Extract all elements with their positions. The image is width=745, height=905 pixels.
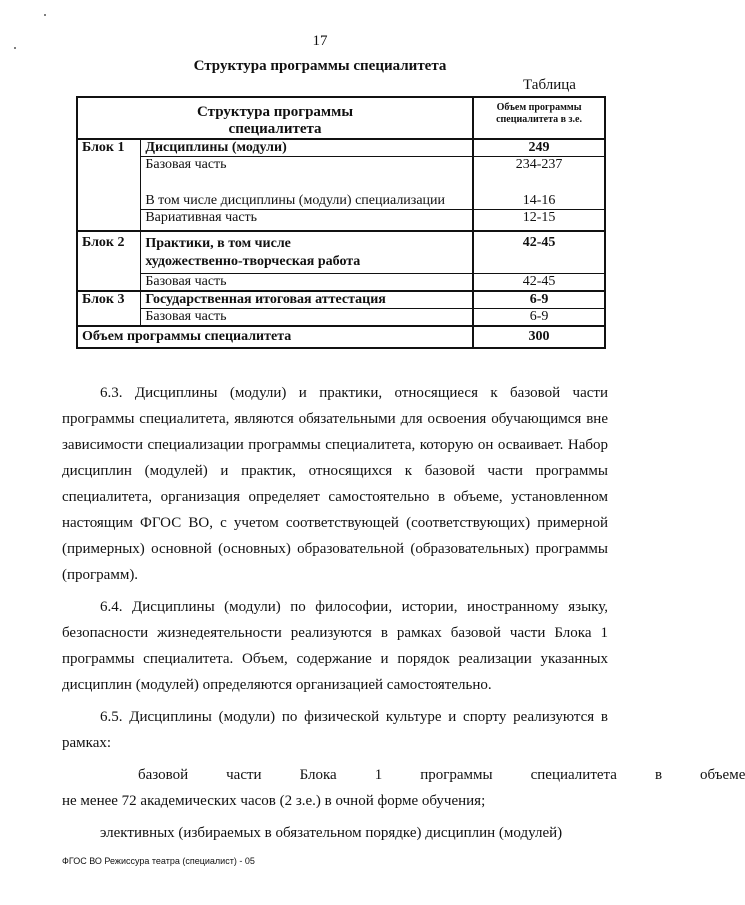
word: базовой [138,767,189,783]
block-value: 6-9 [473,291,605,309]
row-name: Базовая часть [141,308,473,326]
table-row [77,193,605,210]
block-value: 42-45 [473,231,605,274]
block-name-line: Практики, в том числе [145,235,291,251]
block-name: Дисциплины (модули) [141,139,473,157]
table-row [77,157,605,193]
paragraph-spread-line [62,762,745,788]
word: объеме [700,767,745,783]
paragraph: 6.5. Дисциплины (модули) по физической культуре и спорту реализуются в рамках: [62,709,608,751]
total-value: 300 [473,326,605,348]
table-row [77,273,605,291]
word: 1 [374,767,383,783]
table-row [77,139,605,157]
table-row [77,231,605,274]
word: Блока [299,767,337,783]
word: в [654,767,663,783]
structure-table [76,96,606,349]
word: специалитета [530,767,617,783]
table-row [77,291,605,309]
block-label: Блок 3 [77,291,141,326]
paragraph-continuation: не менее 72 академических часов (2 з.е.) в очной форме обучения; [62,793,486,809]
row-name: Вариативная часть [141,209,473,231]
header-volume: Объем программы специалитета в з.е. [473,97,605,139]
total-name: Объем программы специалитета [77,326,473,348]
block-name-line: художественно-творческая работа [145,253,361,269]
word: части [226,767,262,783]
header-structure: Структура программы специалитета [197,104,354,137]
row-value: 234-237 [473,157,605,193]
paragraph: 6.4. Дисциплины (модули) по философии, истории, иностранному языку, безопасности жизнедеятельности реализуются в рамках базовой части Блока 1 программы специалитета. Объем, содержание и порядок реализации указанных дисциплин (модулей) определяются организацией самостоятельно. [62,599,608,693]
table-total-row [77,326,605,348]
row-name: Базовая часть [141,273,473,291]
block-label: Блок 1 [77,139,141,231]
body-text [62,380,745,846]
row-value: 14-16 [473,193,605,210]
block-name [141,231,473,274]
table-caption: Таблица [523,77,576,93]
table-row [77,209,605,231]
page-number: 17 [312,33,328,49]
block-value: 249 [473,139,605,157]
scan-speck [44,14,46,16]
paragraph: 6.3. Дисциплины (модули) и практики, относящиеся к базовой части программы специалитета, являются обязательными для освоения обучающимся вне зависимости специализации программы специалитета, которую он осваивает. Набор дисциплин (модулей) и практик, относящихся к базовой части программы специалитета, организация определяет самостоятельно в объеме, установленном настоящим ФГОС ВО, с учетом соответствующей (соответствующих) примерной (примерных) основной (основных) образовательной (образовательных) программы (программ). [62,385,608,583]
table-row [77,308,605,326]
table-header-row [77,97,605,139]
row-value: 6-9 [473,308,605,326]
block-label: Блок 2 [77,231,141,291]
row-name: Базовая часть [141,157,473,193]
word: программы [420,767,493,783]
row-value: 42-45 [473,273,605,291]
page-title: Структура программы специалитета [193,58,447,74]
row-value: 12-15 [473,209,605,231]
block-name: Государственная итоговая аттестация [141,291,473,309]
paragraph: элективных (избираемых в обязательном порядке) дисциплин (модулей) [100,825,563,841]
row-name: В том числе дисциплины (модули) специализации [141,193,473,210]
footer-note: ФГОС ВО Режиссура театра (специалист) - 05 [62,856,255,866]
